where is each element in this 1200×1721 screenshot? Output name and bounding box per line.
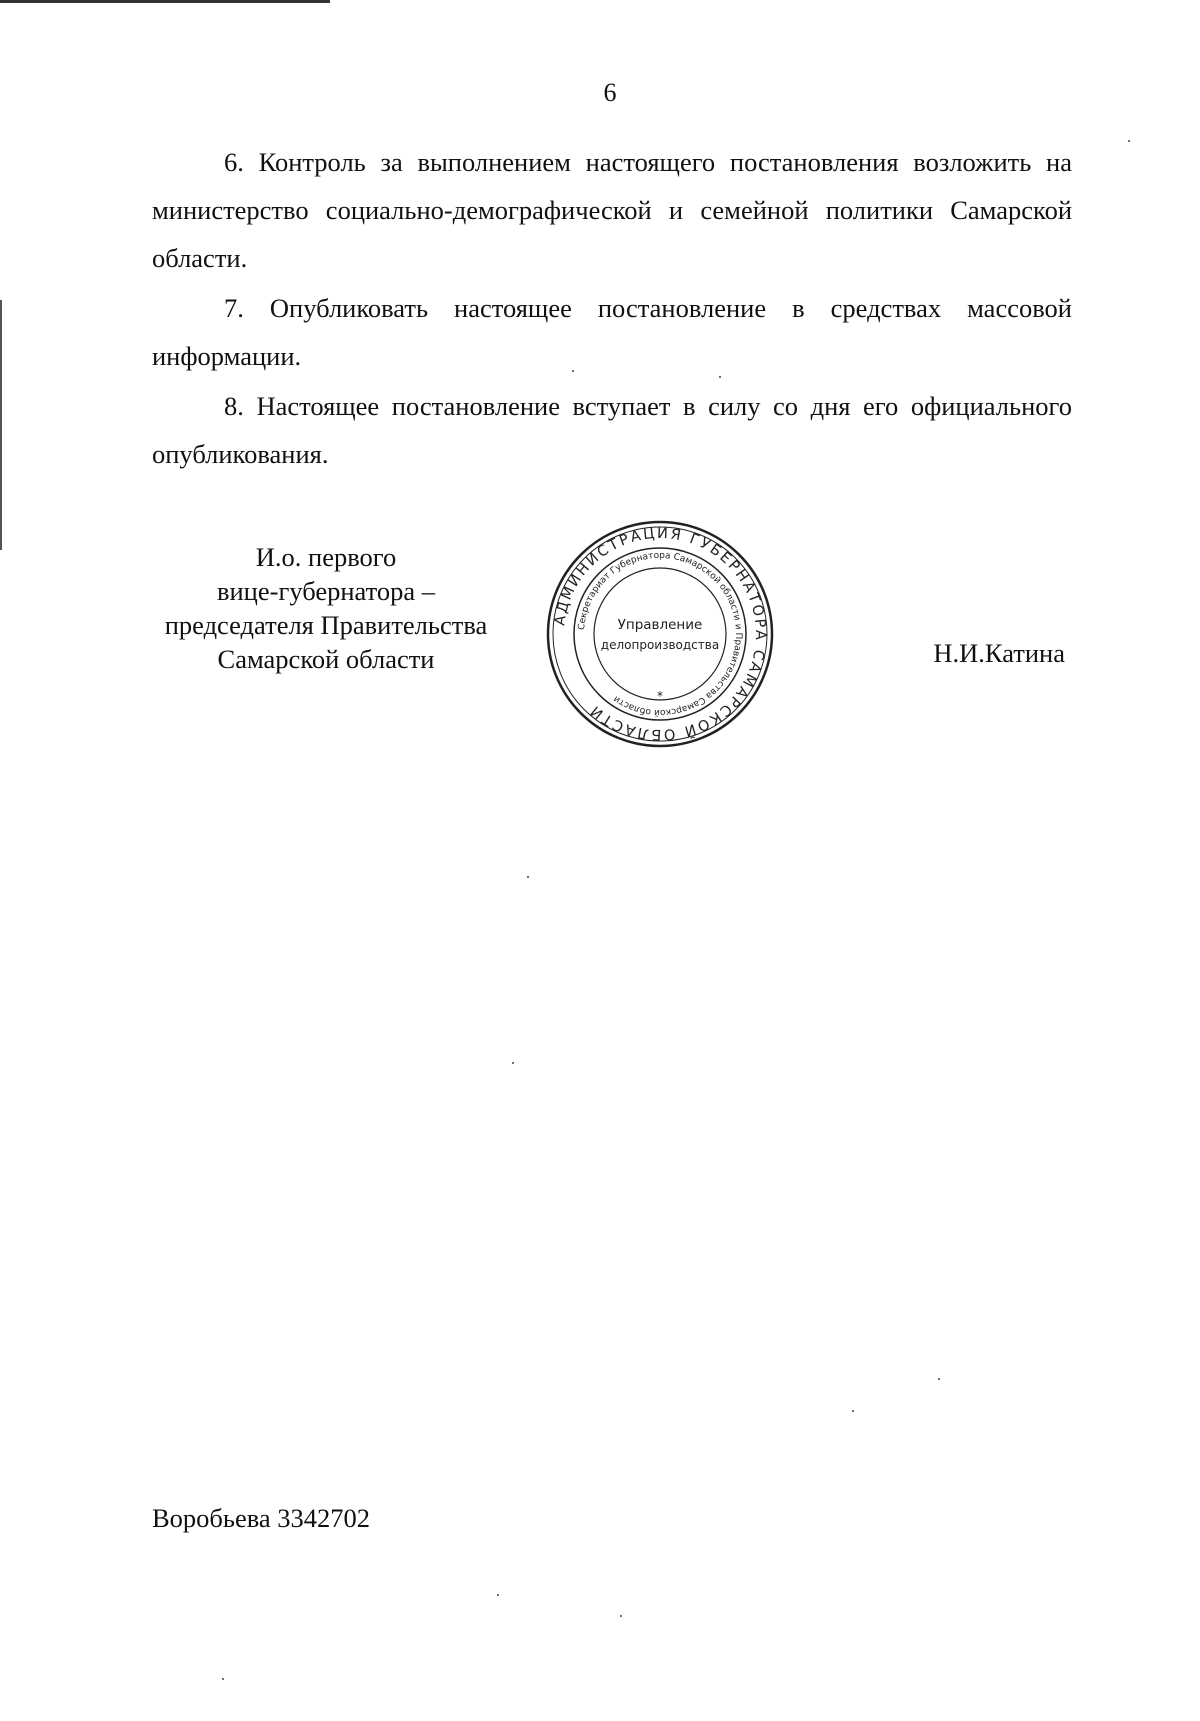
- paragraph-7: 7. Опубликовать настоящее постановление в средствах массовой информации.: [152, 293, 1072, 371]
- signatory-name: Н.И.Катина: [933, 638, 1065, 668]
- scan-edge-line: [0, 300, 2, 550]
- scan-speck: [222, 1678, 224, 1680]
- scan-speck: [1128, 140, 1130, 142]
- signatory-title-line: Самарской области: [217, 644, 435, 674]
- top-border-line: [0, 0, 330, 3]
- seal-inner-ring: [594, 568, 726, 700]
- seal-star: *: [657, 689, 663, 703]
- page-number: 6: [603, 78, 617, 107]
- seal-center-line-1: Управление: [617, 617, 703, 633]
- scan-speck: [497, 1594, 499, 1596]
- signatory-title-line: вице-губернатора –: [216, 576, 435, 606]
- scan-speck: [512, 1062, 514, 1064]
- scan-speck: [852, 1410, 854, 1412]
- scan-speck: [938, 1378, 940, 1380]
- seal-inner-text: Секретариат Губернатора Самарской области и Правительства Самарской области: [577, 550, 744, 718]
- scan-speck: [572, 370, 574, 372]
- document-body: [152, 138, 1072, 480]
- paragraph-8: 8. Настоящее постановление вступает в силу со дня его официального опубликования.: [152, 391, 1072, 469]
- seal-outer-text: АДМИНИСТРАЦИЯ ГУБЕРНАТОРА САМАРСКОЙ ОБЛАСТИ: [552, 525, 769, 743]
- official-seal-stamp: [544, 518, 776, 750]
- signatory-title-line: И.о. первого: [255, 542, 397, 572]
- scan-speck: [527, 876, 529, 878]
- executor-contact: Воробьева 3342702: [152, 1503, 371, 1533]
- seal-center-line-2: делопроизводства: [600, 638, 720, 652]
- signatory-title: [146, 540, 506, 676]
- scan-speck: [719, 376, 721, 378]
- signatory-title-line: председателя Правительства: [164, 610, 488, 640]
- scan-speck: [620, 1615, 622, 1617]
- paragraph-6: 6. Контроль за выполнением настоящего постановления возложить на министерство социально-демографической и семейной политики Самарской области.: [152, 147, 1072, 273]
